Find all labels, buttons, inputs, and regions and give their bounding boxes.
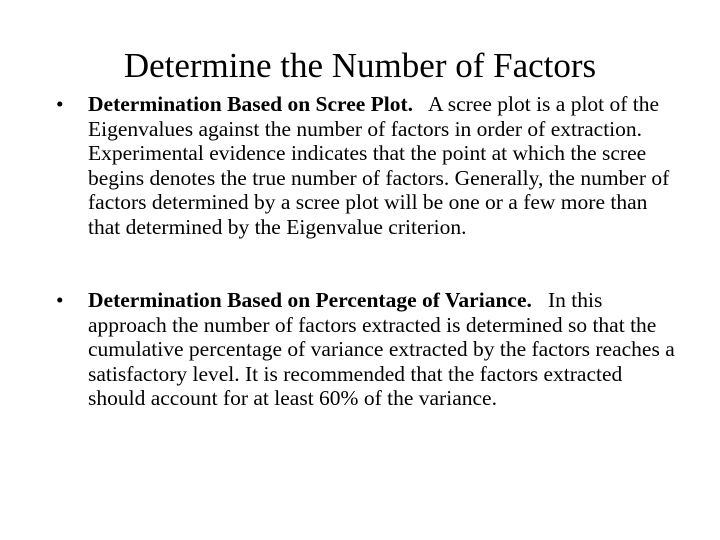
bullet-dot-icon: • [56, 288, 64, 312]
bullet-text: A scree plot is a plot of the Eigenvalues against the number of factors in order of extraction. Experimental evidence indicates that the point at which the scree begins denotes the true number of factors. Generally, the number of factors determined by a scree plot will be one or a few more than that determined by the Eigenvalue criterion. [88, 92, 670, 239]
bullet-heading: Determination Based on Scree Plot. [88, 92, 414, 116]
bullet-text: In this approach the number of factors extracted is determined so that the cumulative percentage of variance extracted by the factors reaches a satisfactory level. It is recommended that the factors extracted should account for at least 60% of the variance. [88, 288, 675, 410]
bullet-percentage-variance [56, 288, 676, 411]
slide-title: Determine the Number of Factors [123, 46, 597, 85]
bullet-heading: Determination Based on Percentage of Variance. [88, 288, 532, 312]
bullet-list [56, 92, 676, 411]
bullet-scree-plot [56, 92, 676, 239]
bullet-dot-icon: • [56, 92, 64, 116]
